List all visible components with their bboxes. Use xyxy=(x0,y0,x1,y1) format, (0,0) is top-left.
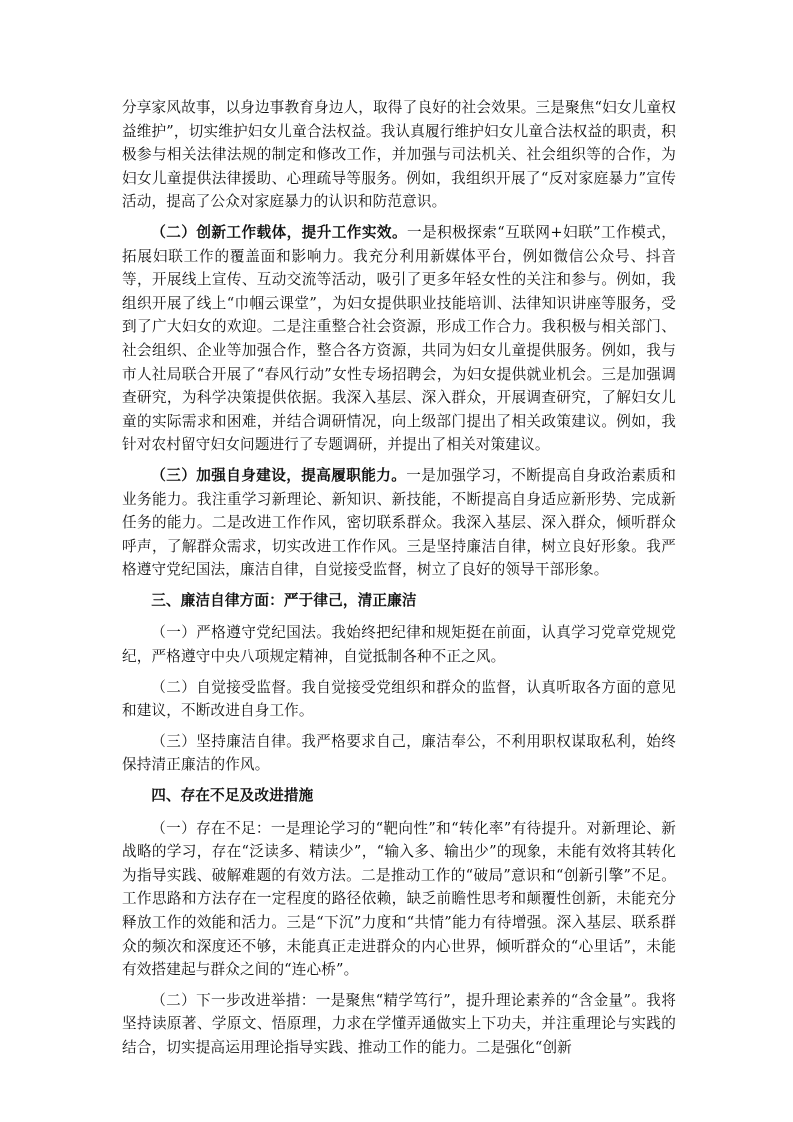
paragraph-lead: （三）加强自身建设，提高履职能力。 xyxy=(151,466,407,484)
paragraph-discipline xyxy=(122,621,676,668)
paragraph-text: （一）存在不足：一是理论学习的“靶向性”和“转化率”有待提升。对新理论、新战略的学习，存在“泛读多、精读少”，“输入多、输出少”的现象，未能有效将其转化为指导实践、破解难题的有效方法。二是推动工作的“破局”意识和“创新引擎”不足。工作思路和方法存在一定程度的路径依赖，缺乏前瞻性思考和颠覆性创新，未能充分释放工作的效能和活力。三是“下沉”力度和“共情”能力有待增强。深入基层、联系群众的频次和深度还不够，未能真正走进群众的内心世界，倾听群众的“心里话”，未能有效搭建起与群众之间的“连心桥”。 xyxy=(122,819,676,979)
section-heading-shortcomings: 四、存在不足及改进措施 xyxy=(151,787,314,805)
paragraph-innovation xyxy=(122,221,676,457)
paragraph-family-rights xyxy=(122,96,676,214)
paragraph-self-discipline xyxy=(122,730,676,777)
paragraph-text: 一是加强学习，不断提高自身政治素质和业务能力。我注重学习新理论、新知识、新技能，不断提高自身适应新形势、完成新任务的能力。二是改进工作作风，密切联系群众。我深入基层、深入群众，倾听群众呼声，了解群众需求，切实改进工作作风。三是坚持廉洁自律，树立良好形象。我严格遵守党纪国法，廉洁自律，自觉接受监督，树立了良好的领导干部形象。 xyxy=(122,466,676,579)
paragraph-text: （二）下一步改进举措：一是聚焦“精学笃行”，提升理论素养的“含金量”。我将坚持读原著、学原文、悟原理，力求在学懂弄通做实上下功夫，并注重理论与实践的结合，切实提高运用理论指导实践、推动工作的能力。二是强化“创新 xyxy=(122,991,676,1056)
paragraph-supervision xyxy=(122,676,676,723)
paragraph-text: 一是积极探索“互联网+妇联”工作模式，拓展妇联工作的覆盖面和影响力。我充分利用新媒体平台，例如微信公众号、抖音等，开展线上宣传、互动交流等活动，吸引了更多年轻女性的关注和参与。例如，我组织开展了线上“巾帼云课堂”，为妇女提供职业技能培训、法律知识讲座等服务，受到了广大妇女的欢迎。二是注重整合社会资源，形成工作合力。我积极与相关部门、社会组织、企业等加强合作，整合各方资源，共同为妇女儿童提供服务。例如，我与市人社局联合开展了“春风行动”女性专场招聘会，为妇女提供就业机会。三是加强调查研究，为科学决策提供依据。我深入基层、深入群众，开展调查研究，了解妇女儿童的实际需求和困难，并结合调研情况，向上级部门提出了相关政策建议。例如，我针对农村留守妇女问题进行了专题调研，并提出了相关对策建议。 xyxy=(122,223,676,454)
paragraph-text: （二）自觉接受监督。我自觉接受党组织和群众的监督，认真听取各方面的意见和建议，不断改进自身工作。 xyxy=(122,678,676,720)
section-heading-integrity: 三、廉洁自律方面：严于律己，清正廉洁 xyxy=(151,591,417,609)
paragraph-text: （三）坚持廉洁自律。我严格要求自己，廉洁奉公，不利用职权谋取私利，始终保持清正廉洁的作风。 xyxy=(122,732,676,774)
paragraph-self-building xyxy=(122,464,676,582)
paragraph-text: 分享家风故事，以身边事教育身边人，取得了良好的社会效果。三是聚焦“妇女儿童权益维护”，切实维护妇女儿童合法权益。我认真履行维护妇女儿童合法权益的职责，积极参与相关法律法规的制定和修改工作，并加强与司法机关、社会组织等的合作，为妇女儿童提供法律援助、心理疏导等服务。例如，我组织开展了“反对家庭暴力”宣传活动，提高了公众对家庭暴力的认识和防范意识。 xyxy=(122,99,676,211)
paragraph-shortcomings xyxy=(122,817,676,982)
paragraph-text: （一）严格遵守党纪国法。我始终把纪律和规矩挺在前面，认真学习党章党规党纪，严格遵守中央八项规定精神，自觉抵制各种不正之风。 xyxy=(122,624,676,666)
paragraph-lead: （二）创新工作载体，提升工作实效。 xyxy=(151,223,408,241)
document-page xyxy=(122,96,676,1067)
paragraph-improvements xyxy=(122,989,676,1060)
